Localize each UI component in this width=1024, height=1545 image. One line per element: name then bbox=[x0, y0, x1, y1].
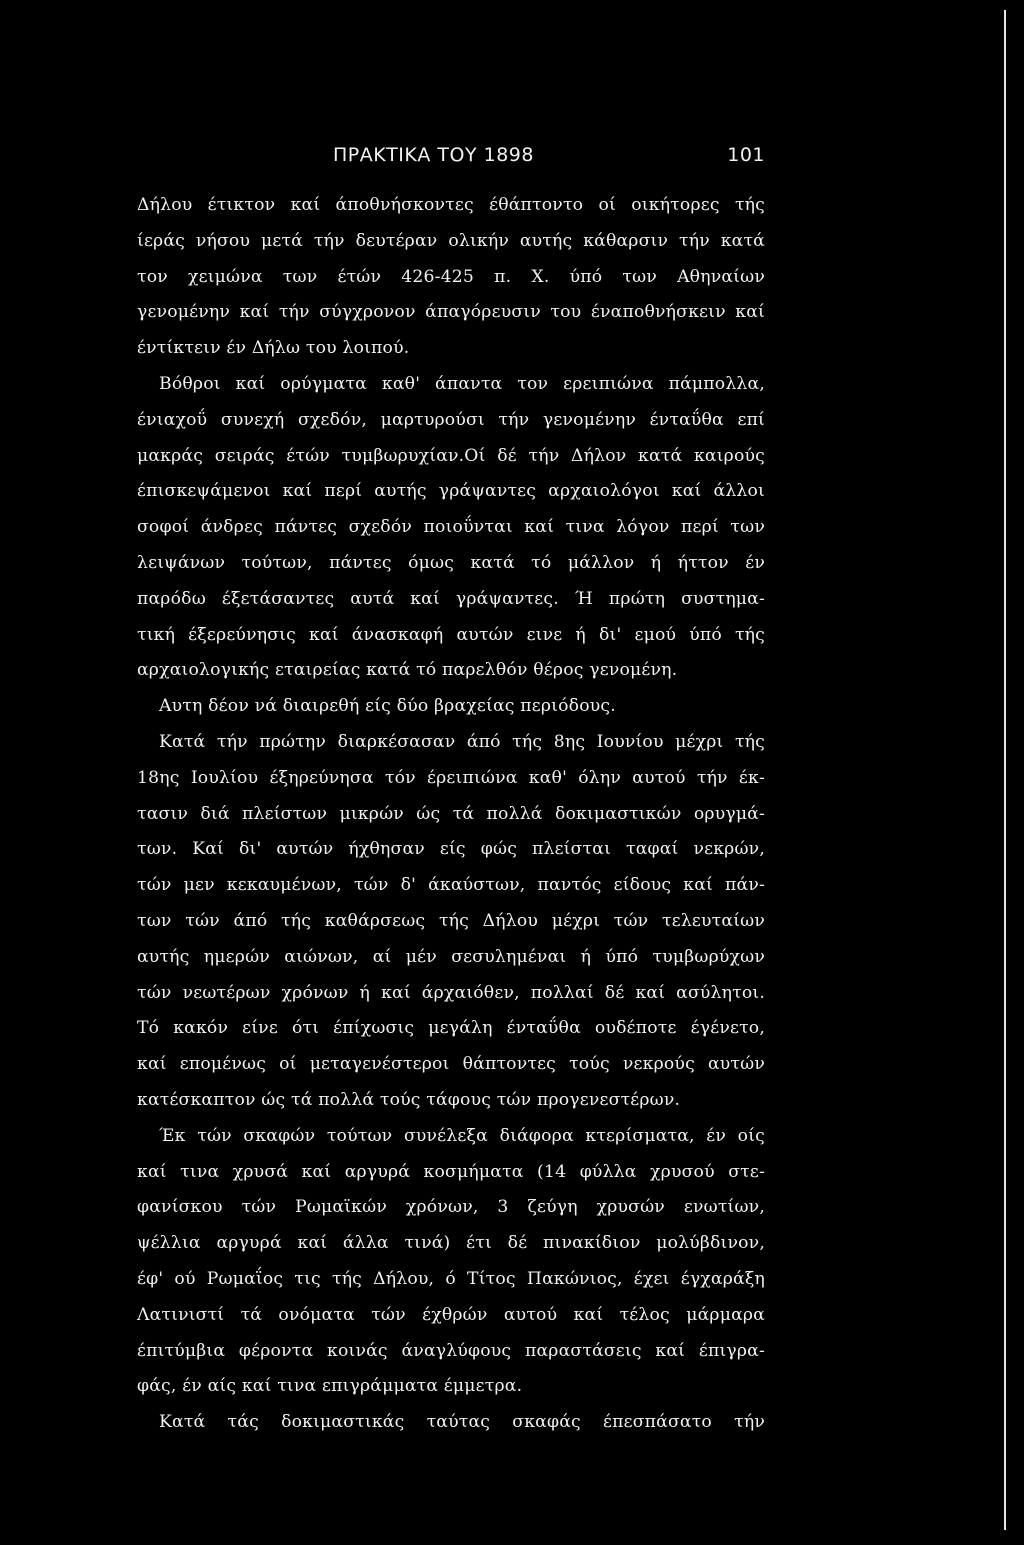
page-edge-rule bbox=[1004, 10, 1006, 1530]
text-line: Κατά τήν πρώτην διαρκέσασαν άπό τής 8ης Ιουνίου μέχρι τής bbox=[159, 731, 765, 752]
text-line: λειψάνων τούτων, πάντες όμως κατά τό μάλλον ή ήττον έν bbox=[137, 552, 765, 573]
page-number: 101 bbox=[727, 144, 765, 166]
text-line: τασιν διά πλείστων μικρών ώς τά πολλά δοκιμαστικών ορυγμά- bbox=[137, 803, 765, 824]
text-line: των τών άπό τής καθάρσεως τής Δήλου μέχρι τών τελευταίων bbox=[137, 910, 765, 931]
text-line: Τό κακόν είνε ότι έπίχωσις μεγάλη ένταΰθα ουδέποτε έγένετο, bbox=[137, 1018, 765, 1039]
text-line: έπισκεψάμενοι καί περί αυτής γράψαντες αρχαιολόγοι καί άλλοι bbox=[137, 481, 765, 502]
document-page bbox=[137, 140, 765, 1441]
text-line: φανίσκου τών Ρωμαϊκών χρόνων, 3 ζεύγη χρυσών ενωτίων, bbox=[137, 1197, 765, 1218]
text-line: έπιτύμβια φέροντα κοινάς άναγλύφους παραστάσεις καί έπιγρα- bbox=[137, 1340, 765, 1361]
text-line: αυτής ημερών αιώνων, αί μέν σεσυλημέναι ή ύπό τυμβωρύχων bbox=[137, 946, 765, 967]
text-line: των. Καί δι' αυτών ήχθησαν είς φώς πλείσται ταφαί νεκρών, bbox=[137, 839, 765, 860]
text-line: καί επομένως οί μεταγενέστεροι θάπτοντες τούς νεκρούς αυτών bbox=[137, 1054, 765, 1075]
text-line: ένιαχοΰ συνεχή σχεδόν, μαρτυρούσι τήν γενομένην ένταΰθα επί bbox=[137, 409, 765, 430]
text-line: μακράς σειράς έτών τυμβωρυχίαν.Οί δέ τήν Δήλον κατά καιρούς bbox=[137, 445, 765, 466]
text-line: Βόθροι καί ορύγματα καθ' άπαντα τον ερειπιώνα πάμπολλα, bbox=[159, 373, 765, 394]
text-line: Αυτη δέον νά διαιρεθή είς δύο βραχείας περιόδους. bbox=[159, 696, 616, 717]
text-line: σοφοί άνδρες πάντες σχεδόν ποιοΰνται καί τινα λόγον περί των bbox=[137, 517, 765, 538]
running-title: ΠΡΑΚΤΙΚΑ ΤΟΥ 1898 bbox=[333, 144, 534, 166]
text-line: ίεράς νήσου μετά τήν δευτέραν ολικήν αυτής κάθαρσιν τήν κατά bbox=[137, 230, 765, 251]
text-line: ψέλλια αργυρά καί άλλα τινά) έτι δέ πινακίδιον μολύβδινον, bbox=[137, 1233, 765, 1254]
text-line: έντίκτειν έν Δήλω του λοιπού. bbox=[137, 338, 410, 359]
text-line: Λατινιστί τά ονόματα τών έχθρών αυτού καί τέλος μάρμαρα bbox=[137, 1304, 765, 1325]
text-line: Δήλου έτικτον καί άποθνήσκοντες έθάπτοντο οί οικήτορες τής bbox=[137, 195, 765, 215]
running-header bbox=[137, 140, 765, 176]
text-line: 18ης Ιουλίου έξηρεύνησα τόν έρειπιώνα καθ' όλην αυτού τήν έκ- bbox=[137, 767, 765, 788]
text-line: παρόδω έξετάσαντες αυτά καί γράψαντες. Ή πρώτη συστημα- bbox=[137, 588, 765, 609]
text-line: αρχαιολογικής εταιρείας κατά τό παρελθόν θέρος γενομένη. bbox=[137, 660, 678, 681]
body-text bbox=[137, 188, 765, 1441]
text-line: κατέσκαπτον ώς τά πολλά τούς τάφους τών προγενεστέρων. bbox=[137, 1089, 681, 1110]
text-line: τών νεωτέρων χρόνων ή καί άρχαιόθεν, πολλαί δέ καί ασύλητοι. bbox=[137, 982, 765, 1003]
text-line: καί τινα χρυσά καί αργυρά κοσμήματα (14 φύλλα χρυσού στε- bbox=[137, 1161, 765, 1182]
text-line: τική έξερεύνησις καί άνασκαφή αυτών εινε ή δι' εμού ύπό τής bbox=[137, 624, 765, 645]
text-line: γενομένην καί τήν σύγχρονον άπαγόρευσιν του έναποθνήσκειν καί bbox=[137, 302, 765, 323]
text-line: Κατά τάς δοκιμαστικάς ταύτας σκαφάς έπεσπάσατο τήν bbox=[159, 1412, 765, 1433]
text-line: Έκ τών σκαφών τούτων συνέλεξα διάφορα κτερίσματα, έν οίς bbox=[159, 1125, 765, 1146]
text-line: έφ' ού Ρωμαΐος τις τής Δήλου, ό Τίτος Πακώνιος, έχει έγχαράξη bbox=[137, 1268, 765, 1289]
text-line: φάς, έν αίς καί τινα επιγράμματα έμμετρα. bbox=[137, 1376, 523, 1397]
text-line: τον χειμώνα των έτών 426-425 π. Χ. ύπό των Αθηναίων bbox=[137, 266, 765, 287]
text-line: τών μεν κεκαυμένων, τών δ' άκαύστων, παντός είδους καί πάν- bbox=[137, 875, 765, 896]
